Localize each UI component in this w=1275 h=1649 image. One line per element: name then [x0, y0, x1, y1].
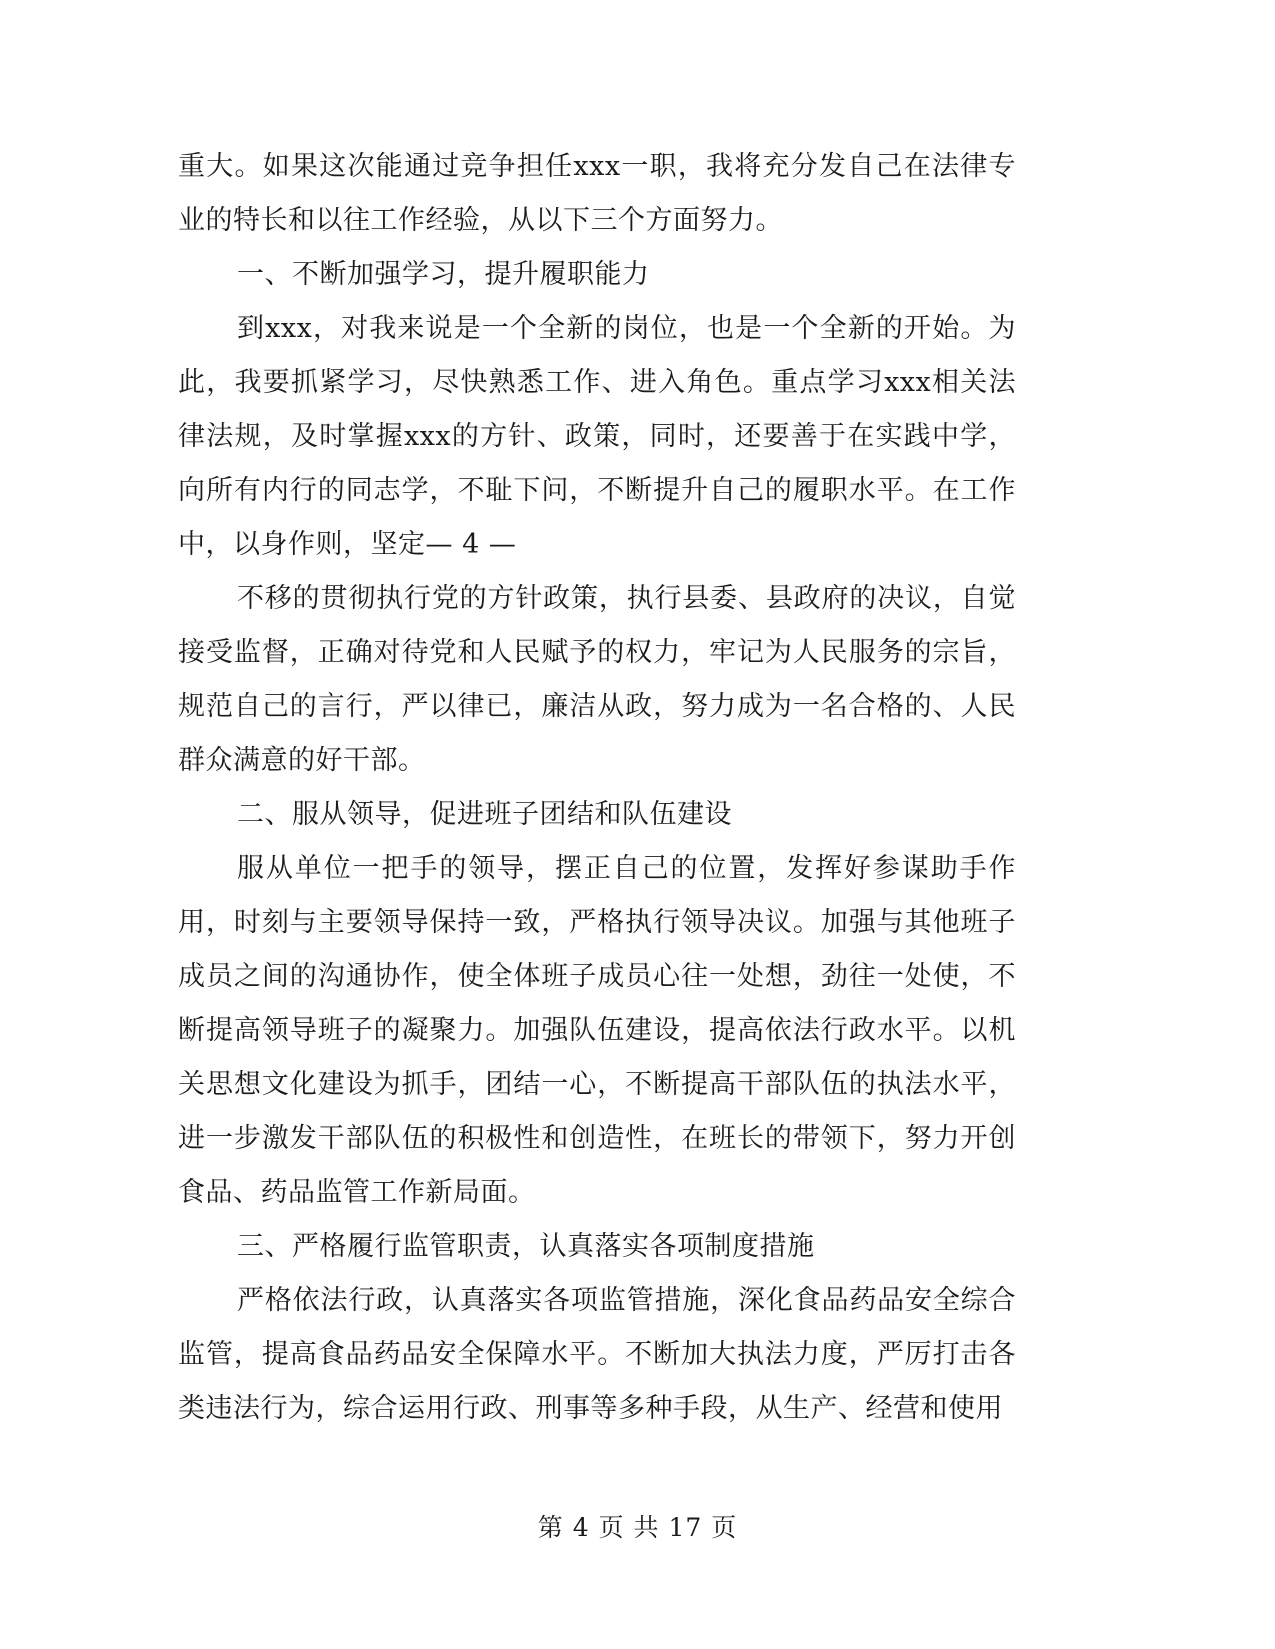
paragraph-4: 服从单位一把手的领导，摆正自己的位置，发挥好参谋助手作用，时刻与主要领导保持一致，严格执行领导决议。加强与其他班子成员之间的沟通协作，使全体班子成员心往一处想，劲往一处使，不断提高领导班子的凝聚力。加强队伍建设，提高依法行政水平。以机关思想文化建设为抓手，团结一心，不断提高干部队伍的执法水平，进一步激发干部队伍的积极性和创造性，在班长的带领下，努力开创食品、药品监管工作新局面。: [178, 853, 1016, 1208]
section-heading-1: 一、不断加强学习，提升履职能力: [237, 259, 650, 290]
page-number-footer: 第 4 页 共 17 页: [537, 1513, 738, 1542]
paragraph-3: 不移的贯彻执行党的方针政策，执行县委、县政府的决议，自觉接受监督，正确对待党和人民赋予的权力，牢记为人民服务的宗旨，规范自己的言行，严以律已，廉洁从政，努力成为一名合格的、人民群众满意的好干部。: [178, 583, 1016, 776]
section-heading-3: 三、严格履行监管职责，认真落实各项制度措施: [237, 1231, 815, 1262]
paragraph-5: 严格依法行政，认真落实各项监管措施，深化食品药品安全综合监管，提高食品药品安全保障水平。不断加大执法力度，严厉打击各类违法行为，综合运用行政、刑事等多种手段，从生产、经营和使用: [178, 1285, 1016, 1424]
section-heading-2: 二、服从领导，促进班子团结和队伍建设: [237, 799, 732, 830]
paragraph-1: 重大。如果这次能通过竞争担任xxx一职，我将充分发自己在法律专业的特长和以往工作经验，从以下三个方面努力。: [178, 151, 1016, 236]
document-body: [178, 140, 1016, 1436]
paragraph-2: 到xxx，对我来说是一个全新的岗位，也是一个全新的开始。为此，我要抓紧学习，尽快熟悉工作、进入角色。重点学习xxx相关法律法规，及时掌握xxx的方针、政策，同时，还要善于在实践中学，向所有内行的同志学，不耻下问，不断提升自己的履职水平。在工作中，以身作则，坚定— 4 —: [178, 313, 1016, 560]
